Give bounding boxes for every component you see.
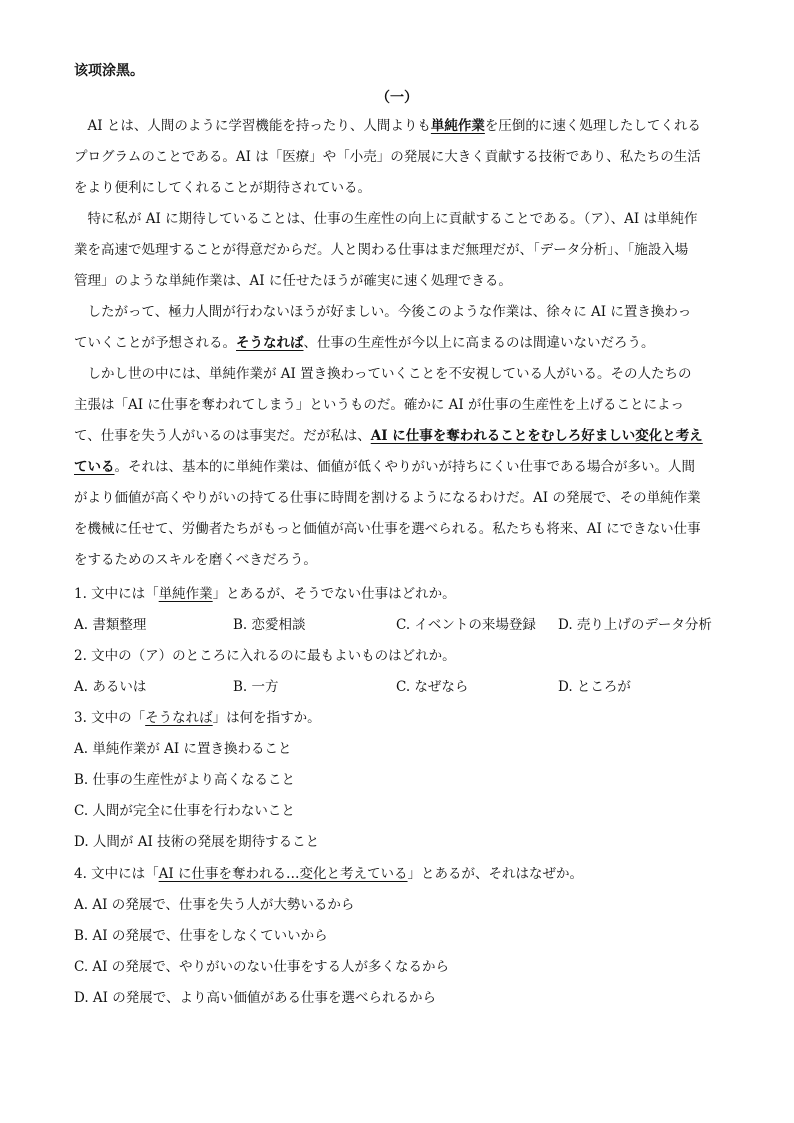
q1-option-c: C. イベントの来場登録: [396, 617, 536, 633]
q4-option-d: D. AI の発展で、より高い価値がある仕事を選べられるから: [74, 990, 437, 1006]
passage-line: て、仕事を失う人がいるのは事実だ。だが私は、AI に仕事を奪われることをむしろ好ましい変化と考え: [74, 428, 703, 444]
q3-option-c: C. 人間が完全に仕事を行わないこと: [74, 803, 295, 819]
passage-line: を機械に任せて、労働者たちがもっと価値が高い仕事を選べられる。私たちも将来、AI にできない仕事: [74, 521, 701, 537]
q3-option-d: D. 人間が AI 技術の発展を期待すること: [74, 834, 320, 850]
q4-option-b: B. AI の発展で、仕事をしなくていいから: [74, 928, 328, 944]
passage-line: がより価値が高くやりがいの持てる仕事に時間を割けるようになるわけだ。AI の発展で、その単純作業: [74, 490, 701, 506]
passage-line: ていくことが予想される。そうなれば、仕事の生産性が今以上に高まるのは間違いないだろう。: [74, 335, 655, 351]
passage-line: 特に私が AI に期待していることは、仕事の生産性の向上に貢献することである。（ア）、AI は単純作: [74, 211, 698, 227]
q3-option-a: A. 単純作業が AI に置き換わること: [74, 741, 292, 757]
passage-line: 主張は「AI に仕事を奪われてしまう」というものだ。確かに AI が仕事の生産性を上げることによっ: [74, 397, 685, 413]
question-4: 4. 文中には「AI に仕事を奪われる…変化と考えている」とあるが、それはなぜか。: [74, 866, 584, 882]
q2-option-d: D. ところが: [558, 679, 631, 695]
q4-option-a: A. AI の発展で、仕事を失う人が大勢いるから: [74, 897, 355, 913]
q2-option-b: B. 一方: [233, 679, 279, 695]
q2-option-a: A. あるいは: [74, 679, 147, 695]
header-note: 该项涂黑。: [74, 63, 144, 79]
q2-option-c: C. なぜなら: [396, 679, 469, 695]
q1-option-b: B. 恋愛相談: [233, 617, 306, 633]
question-2: 2. 文中の（ア）のところに入れるのに最もよいものはどれか。: [74, 648, 456, 664]
passage-line: 業を高速で処理することが得意だからだ。人と関わる仕事はまだ無理だが、「データ分析」、「施設入場: [74, 242, 689, 258]
passage-line: プログラムのことである。AI は「医療」や「小売」の発展に大きく貢献する技術であり、私たちの生活: [74, 149, 701, 165]
passage-line: をより便利にしてくれることが期待されている。: [74, 180, 371, 196]
q1-option-d: D. 売り上げのデータ分析: [558, 617, 712, 633]
passage-line: ている。それは、基本的に単純作業は、価値が低くやりがいが持ちにくい仕事である場合が多い。人間: [74, 459, 695, 475]
passage-line: 管理」のような単純作業は、AI に任せたほうが確実に速く処理できる。: [74, 273, 512, 289]
section-title: （一）: [376, 90, 418, 106]
passage-line: したがって、極力人間が行わないほうが好ましい。今後このような作業は、徐々に AI に置き換わっ: [74, 304, 692, 320]
question-3: 3. 文中の「そうなれば」は何を指すか。: [74, 710, 321, 726]
q3-option-b: B. 仕事の生産性がより高くなること: [74, 772, 296, 788]
q4-option-c: C. AI の発展で、やりがいのない仕事をする人が多くなるから: [74, 959, 450, 975]
q1-option-a: A. 書類整理: [74, 617, 147, 633]
passage-line: をするためのスキルを磨くべきだろう。: [74, 552, 317, 568]
passage-line: しかし世の中には、単純作業が AI 置き換わっていくことを不安視している人がいる。その人たちの: [74, 366, 692, 382]
passage-line: AI とは、人間のように学習機能を持ったり、人間よりも単純作業を圧倒的に速く処理したしてくれる: [74, 118, 701, 134]
question-1: 1. 文中には「単純作業」とあるが、そうでない仕事はどれか。: [74, 586, 456, 602]
